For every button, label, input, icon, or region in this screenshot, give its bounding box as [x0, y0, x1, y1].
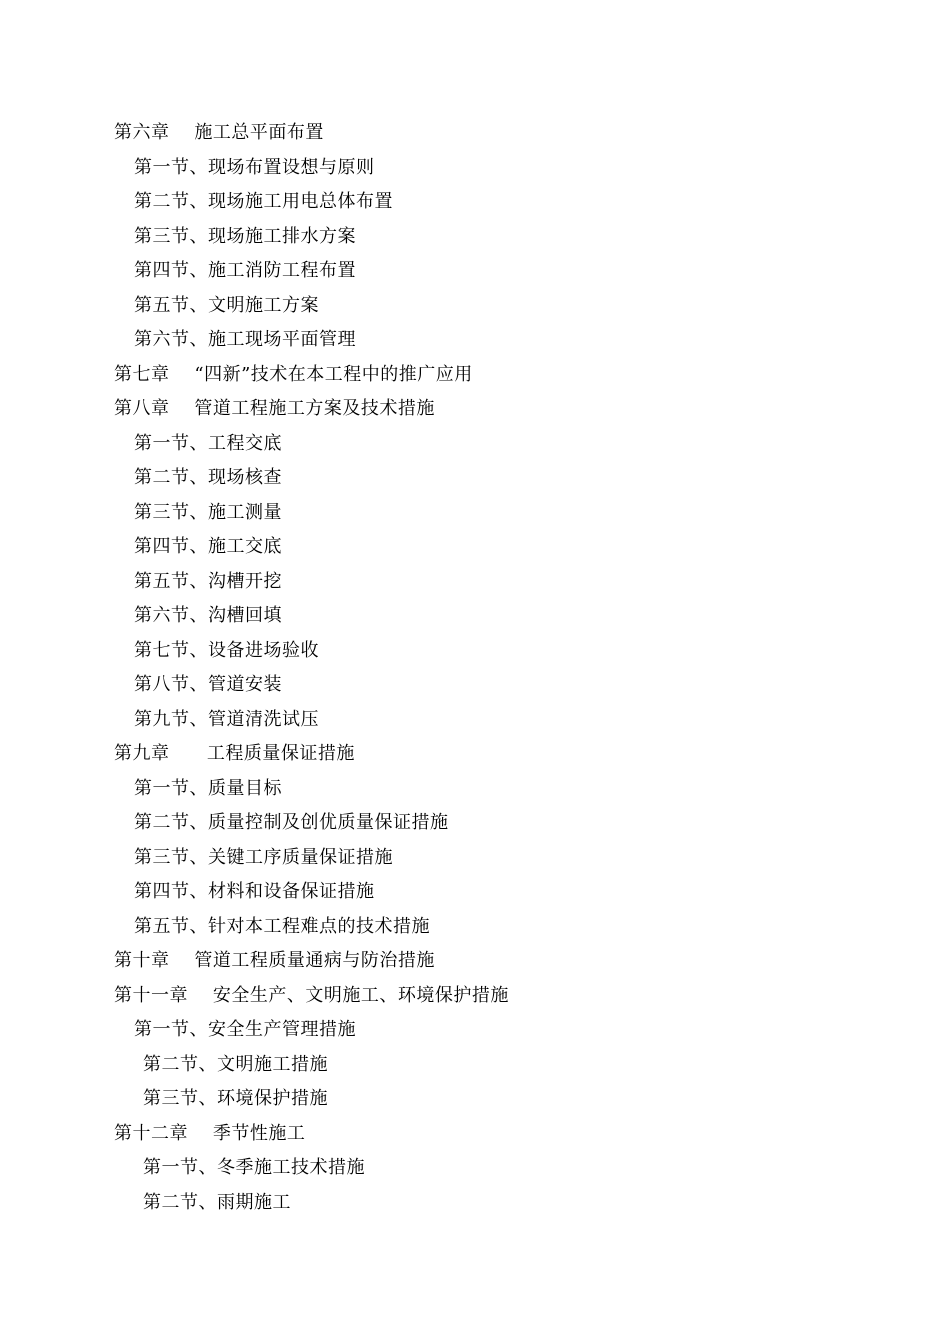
toc-section: 第七节、设备进场验收 — [134, 639, 319, 661]
toc-section: 第一节、安全生产管理措施 — [134, 1019, 356, 1040]
toc-section: 第二节、质量控制及创优质量保证措施 — [134, 812, 449, 833]
toc-section: 第五节、文明施工方案 — [134, 294, 319, 316]
toc-section: 第四节、施工消防工程布置 — [134, 260, 356, 281]
toc-section: 第四节、材料和设备保证措施 — [134, 881, 375, 902]
toc-section: 第二节、雨期施工 — [143, 1191, 291, 1213]
toc-section: 第二节、文明施工措施 — [143, 1053, 328, 1075]
toc-section: 第五节、沟槽开挖 — [134, 570, 282, 592]
toc-section: 第二节、现场核查 — [134, 467, 282, 488]
toc-chapter: 第八章 管道工程施工方案及技术措施 — [114, 398, 435, 419]
toc-section: 第三节、现场施工排水方案 — [134, 225, 356, 247]
toc-section: 第六节、施工现场平面管理 — [134, 329, 356, 350]
toc-section: 第四节、施工交底 — [134, 536, 282, 557]
toc-section: 第八节、管道安装 — [134, 674, 282, 695]
toc-section: 第五节、针对本工程难点的技术措施 — [134, 915, 430, 937]
toc-chapter: 第九章 工程质量保证措施 — [114, 743, 355, 764]
toc-section: 第一节、现场布置设想与原则 — [134, 156, 375, 178]
toc-section: 第九节、管道清洗试压 — [134, 708, 319, 730]
toc-section: 第一节、冬季施工技术措施 — [143, 1157, 365, 1178]
toc-chapter: 第六章 施工总平面布置 — [114, 122, 324, 143]
toc-section: 第三节、施工测量 — [134, 501, 282, 523]
toc-chapter: 第十一章 安全生产、文明施工、环境保护措施 — [114, 984, 509, 1006]
toc-section: 第三节、环境保护措施 — [143, 1088, 328, 1109]
toc-chapter: 第七章 “四新”技术在本工程中的推广应用 — [114, 363, 473, 385]
toc-chapter: 第十章 管道工程质量通病与防治措施 — [114, 950, 435, 971]
toc-section: 第一节、工程交底 — [134, 432, 282, 454]
toc-section: 第一节、质量目标 — [134, 777, 282, 799]
toc-section: 第六节、沟槽回填 — [134, 605, 282, 626]
toc-section: 第二节、现场施工用电总体布置 — [134, 191, 393, 212]
toc-chapter: 第十二章 季节性施工 — [114, 1122, 306, 1144]
table-of-contents — [0, 116, 950, 1220]
toc-section: 第三节、关键工序质量保证措施 — [134, 846, 393, 868]
